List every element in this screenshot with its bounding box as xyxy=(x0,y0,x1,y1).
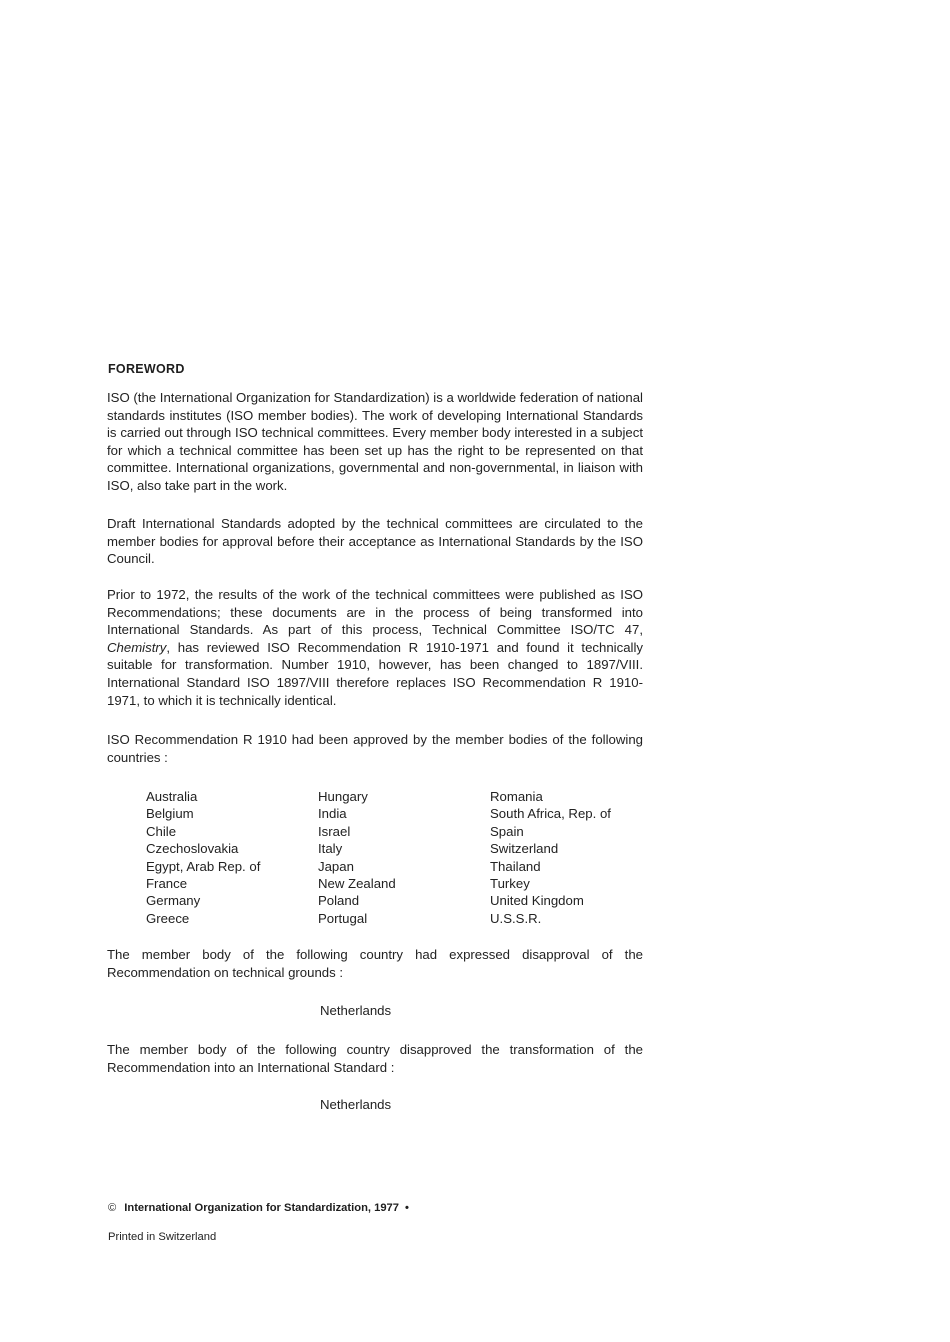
country-item: Japan xyxy=(318,858,354,874)
country-item: Belgium xyxy=(146,806,194,822)
copyright-icon: © xyxy=(108,1202,117,1214)
country-list-column-2 xyxy=(318,788,396,927)
country-item: U.S.S.R. xyxy=(490,910,542,926)
country-item: Turkey xyxy=(490,876,530,892)
disapproving-country: Netherlands xyxy=(320,1097,392,1112)
country-item: Chile xyxy=(146,823,177,839)
country-item: Poland xyxy=(318,893,360,909)
section-heading: FOREWORD xyxy=(108,362,185,376)
committee-name-italic: Chemistry xyxy=(107,639,167,655)
paragraph-transformation-disapproval: The member body of the following country disapproved the transformation of the Recommendation into an International Standard : xyxy=(107,1042,643,1075)
paragraph-approval-intro: ISO Recommendation R 1910 had been approved by the member bodies of the following countries : xyxy=(107,732,643,765)
country-item: Czechoslovakia xyxy=(146,841,239,857)
disapproving-country: Netherlands xyxy=(320,1003,392,1018)
country-item: Germany xyxy=(146,893,201,909)
country-list-column-3 xyxy=(490,788,611,927)
printed-in-note: Printed in Switzerland xyxy=(108,1231,217,1243)
country-item: Egypt, Arab Rep. of xyxy=(146,858,261,874)
country-item: Switzerland xyxy=(490,841,559,857)
country-item: France xyxy=(146,876,188,892)
copyright-line xyxy=(108,1202,409,1214)
country-item: New Zealand xyxy=(318,876,396,892)
bullet-icon: • xyxy=(405,1202,409,1214)
country-item: Greece xyxy=(146,910,190,926)
country-item: Hungary xyxy=(318,789,368,804)
country-item: Israel xyxy=(318,823,351,839)
country-item: Italy xyxy=(318,841,343,857)
paragraph-iso-intro: ISO (the International Organization for Standardization) is a worldwide federation of national standards institutes (ISO member bodies). The work of developing International Standards is carried out through ISO technical committees. Every member body interested in a subject for which a technical committee has been set up has the right to be represented on that committee. International organizations, governmental and non-governmental, in liaison with ISO, also take part in the work. xyxy=(107,390,643,493)
paragraph-transformation-history xyxy=(107,586,643,709)
country-item: Portugal xyxy=(318,910,368,926)
paragraph-text-part: Prior to 1972, the results of the work of the technical committees were published as ISO Recommendations; these documents are in the process of being transformed into International Standards. As part of this process, Technical Committee ISO/TC 47, xyxy=(107,587,643,638)
country-item: Romania xyxy=(490,789,543,804)
copyright-text: International Organization for Standardization, 1977 xyxy=(124,1202,400,1214)
country-item: United Kingdom xyxy=(490,893,584,909)
country-item: Thailand xyxy=(490,858,541,874)
country-item: India xyxy=(318,806,347,822)
paragraph-text-part: , has reviewed ISO Recommendation R 1910-1971 and found it technically suitable for transformation. Number 1910, however, has been changed to 1897/VIII. International Standard ISO 1897/VIII therefore replaces ISO Recommendation R 1910-1971, to which it is technically identical. xyxy=(107,639,643,708)
country-item: Australia xyxy=(146,789,198,804)
country-item: Spain xyxy=(490,823,524,839)
paragraph-technical-disapproval: The member body of the following country had expressed disapproval of the Recommendation on technical grounds : xyxy=(107,947,643,980)
paragraph-draft-standards: Draft International Standards adopted by the technical committees are circulated to the member bodies for approval before their acceptance as International Standards by the ISO Council. xyxy=(107,516,643,567)
country-item: South Africa, Rep. of xyxy=(490,806,611,822)
country-list-column-1 xyxy=(146,788,260,927)
